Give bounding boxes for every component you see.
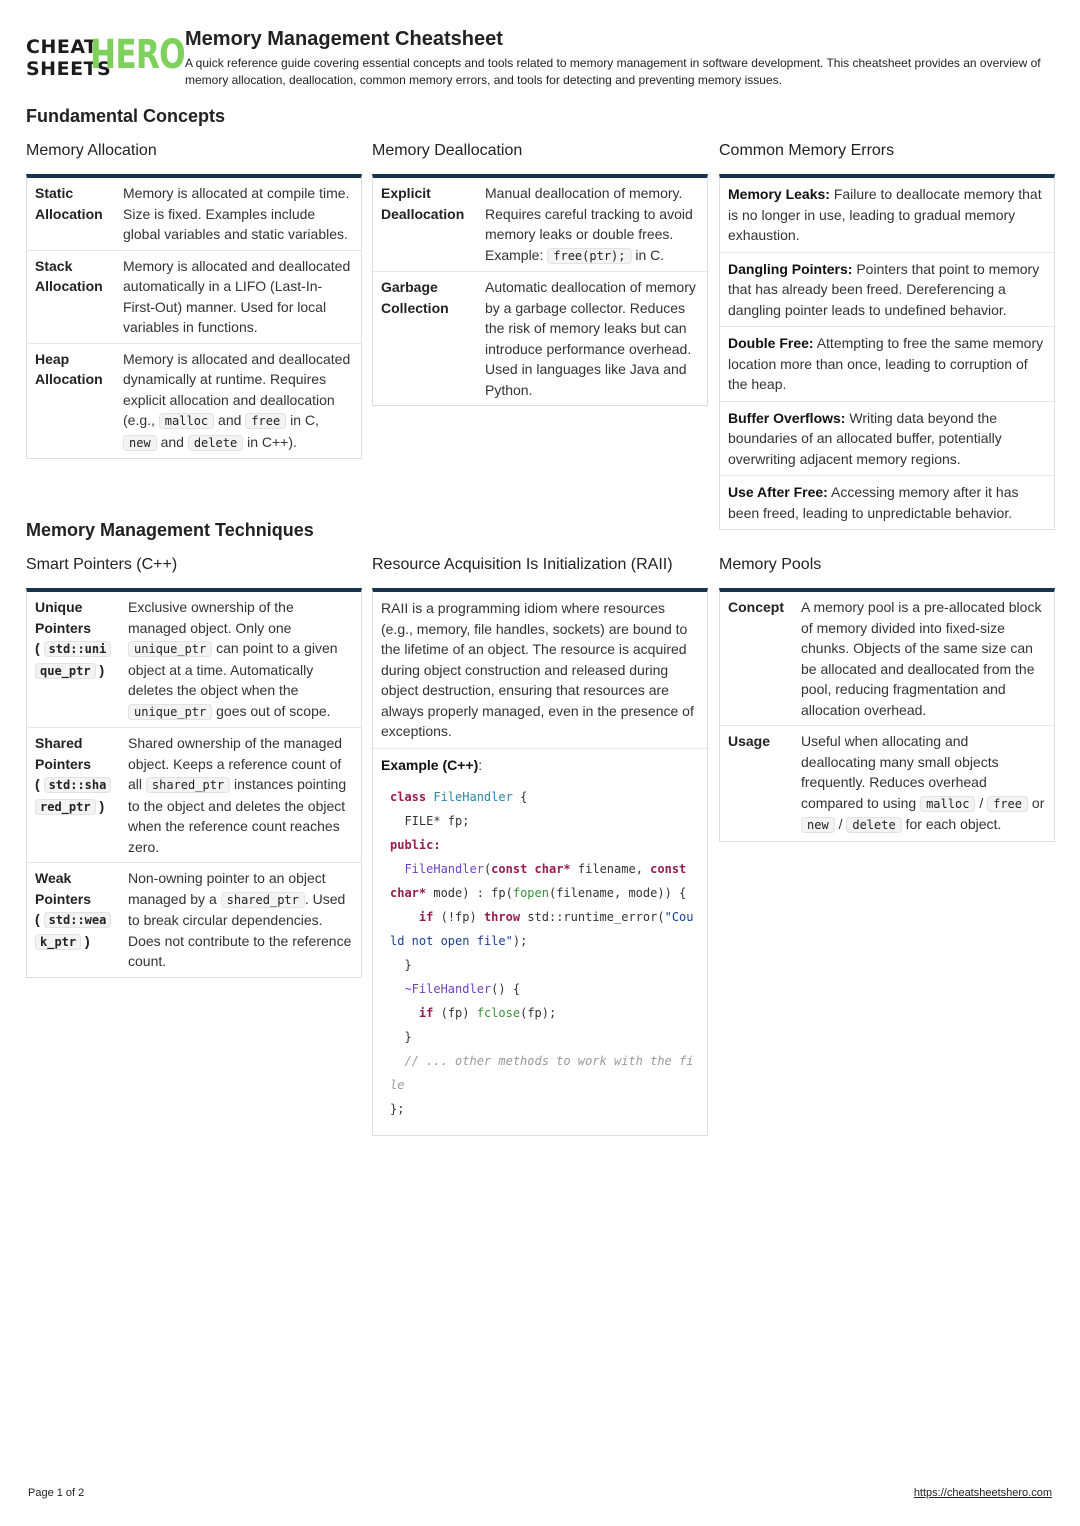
table-row (27, 728, 361, 863)
inline-code: k_ptr (35, 934, 81, 950)
column-common-memory-errors (719, 140, 1055, 530)
inline-code: shared_ptr (221, 892, 305, 908)
table-row (27, 592, 361, 728)
row-key: Concept (728, 599, 784, 615)
row-key: Static Allocation (35, 185, 103, 222)
list-item: Memory Leaks: Failure to deallocate memory that is no longer in use, leading to gradual memory exhaustion. (720, 178, 1054, 253)
row-value: Useful when allocating and deallocating many small objects frequently. Reduces overhead compared to using malloc / free or new / delete for each object. (801, 733, 1045, 832)
inline-code: red_ptr (35, 799, 96, 815)
inline-code: unique_ptr (128, 641, 212, 657)
page-subtitle: A quick reference guide covering essential concepts and tools related to memory management in software development. This cheatsheet provides an overview of memory allocation, deallocation, common memory errors, and tools for detecting and preventing memory issues. (185, 56, 1041, 87)
table-row (27, 344, 361, 459)
example-label: Example (C++): (381, 756, 483, 773)
row-value: Shared ownership of the managed object. Keeps a reference count of all shared_ptr instances pointing to the object and deletes the object when the reference count reaches zero. (128, 735, 347, 855)
inline-code: std::sha (44, 777, 112, 793)
table-row (720, 726, 1054, 841)
row-key: Weak Pointers ( std::wea k_ptr ) (35, 868, 128, 972)
inline-code: malloc (920, 796, 975, 812)
card-memory-allocation (26, 174, 362, 459)
row-value: Automatic deallocation of memory by a garbage collector. Reduces the risk of memory leaks but can introduce performance overhead. Used in languages like Java and Python. (485, 279, 696, 398)
list-item: Buffer Overflows: Writing data beyond the boundaries of an allocated buffer, potentially overwriting adjacent memory regions. (720, 402, 1054, 477)
section-title-techniques: Memory Management Techniques (26, 520, 314, 540)
row-value: Non-owning pointer to an object managed by a shared_ptr . Used to break circular dependencies. Does not contribute to the reference count. (128, 870, 352, 969)
card-common-memory-errors (719, 174, 1055, 530)
inline-code: new (801, 817, 835, 833)
inline-code: free(ptr); (547, 248, 631, 264)
card-title: Memory Pools (719, 556, 822, 573)
inline-code: std::uni (44, 641, 112, 657)
row-value: Memory is allocated and deallocated automatically in a LIFO (Last-In-First-Out) manner. Used for local variables in functions. (123, 257, 351, 335)
inline-code: que_ptr (35, 663, 96, 679)
row-value: Exclusive ownership of the managed object. Only one unique_ptr can point to a given object at a time. Automatically deletes the object when the unique_ptr goes out of scope. (128, 599, 338, 719)
row-key: Stack Allocation (35, 257, 103, 294)
logo[interactable] (26, 32, 185, 82)
card-title: Common Memory Errors (719, 142, 895, 159)
table-row (27, 863, 361, 977)
row-value: Memory is allocated at compile time. Size is fixed. Examples include global variables and static variables. (123, 185, 350, 242)
list-item: Double Free: Attempting to free the same memory location more than once, leading to corruption of the heap. (720, 327, 1054, 402)
column-memory-pools (719, 554, 1055, 842)
column-memory-deallocation (372, 140, 708, 406)
card-raii (372, 588, 708, 1136)
footer-link[interactable]: https://cheatsheetshero.com (913, 1487, 1052, 1499)
table-row (27, 178, 361, 251)
row-value: Memory is allocated and deallocated dynamically at runtime. Requires explicit allocation and deallocation (e.g., malloc and free in C, new and delete in C++). (123, 350, 351, 450)
logo-hero: HERO (90, 32, 185, 78)
inline-code: free (245, 413, 286, 429)
card-memory-pools (719, 588, 1055, 842)
page-title: Memory Management Cheatsheet (185, 28, 503, 50)
row-key: Shared Pointers ( std::sha red_ptr ) (35, 733, 128, 857)
card-title: Memory Allocation (26, 142, 157, 159)
card-title: Resource Acquisition Is Initialization (RAII) (372, 556, 673, 573)
card-memory-deallocation (372, 174, 708, 406)
list-item: Dangling Pointers: Pointers that point to memory that has already been freed. Dereferencing a dangling pointer leads to undefined behavior. (720, 253, 1054, 328)
row-value: Manual deallocation of memory. Requires careful tracking to avoid memory leaks or double frees. Example: free(ptr); in C. (485, 185, 693, 263)
column-raii (372, 554, 708, 1136)
inline-code: free (987, 796, 1028, 812)
raii-description: RAII is a programming idiom where resources (e.g., memory, file handles, sockets) are bound to the lifetime of an object. The resource is acquired during object construction and released during object destruction, ensuring that resources are always properly managed, even in the presence of exceptions. (373, 592, 707, 749)
row-value: A memory pool is a pre-allocated block of memory divided into fixed-size chunks. Objects of the same size can be allocated and deallocated from the pool, reducing fragmentation and allocation overhead. (801, 599, 1042, 718)
inline-code: malloc (159, 413, 214, 429)
table-row (373, 178, 707, 272)
inline-code: delete (188, 435, 243, 451)
inline-code: new (123, 435, 157, 451)
row-key: Explicit Deallocation (381, 185, 465, 222)
section-title-fundamental: Fundamental Concepts (26, 106, 226, 126)
logo-line1: CHEAT (26, 36, 98, 58)
table-row (720, 592, 1054, 726)
row-key: Heap Allocation (35, 350, 103, 387)
card-smart-pointers (26, 588, 362, 978)
inline-code: shared_ptr (146, 777, 230, 793)
code-block[interactable]: class FileHandler { FILE* fp; public: FileHandler(const char* filename, const char* mode) : fp(fopen(filename, mode)) { if (!fp) throw std::runtime_error("Could not open file"); } ~FileHandler() { if (fp) fclose(fp); } // ... other methods to work with the file }; (390, 790, 694, 1116)
row-key: Usage (728, 733, 771, 749)
list-item: Use After Free: Accessing memory after it has been freed, leading to unpredictable behavior. (728, 484, 1019, 521)
column-memory-allocation (26, 140, 362, 459)
column-smart-pointers (26, 554, 362, 978)
row-key: Unique Pointers ( std::uni que_ptr ) (35, 597, 128, 722)
inline-code: unique_ptr (128, 704, 212, 720)
page-number: Page 1 of 2 (28, 1487, 85, 1499)
row-key: Garbage Collection (381, 279, 449, 316)
table-row (373, 272, 707, 405)
inline-code: delete (846, 817, 901, 833)
card-title: Smart Pointers (C++) (26, 556, 178, 573)
card-title: Memory Deallocation (372, 142, 523, 159)
table-row (27, 251, 361, 344)
inline-code: std::wea (44, 912, 112, 928)
logo-line2: SHEETS (26, 58, 112, 80)
